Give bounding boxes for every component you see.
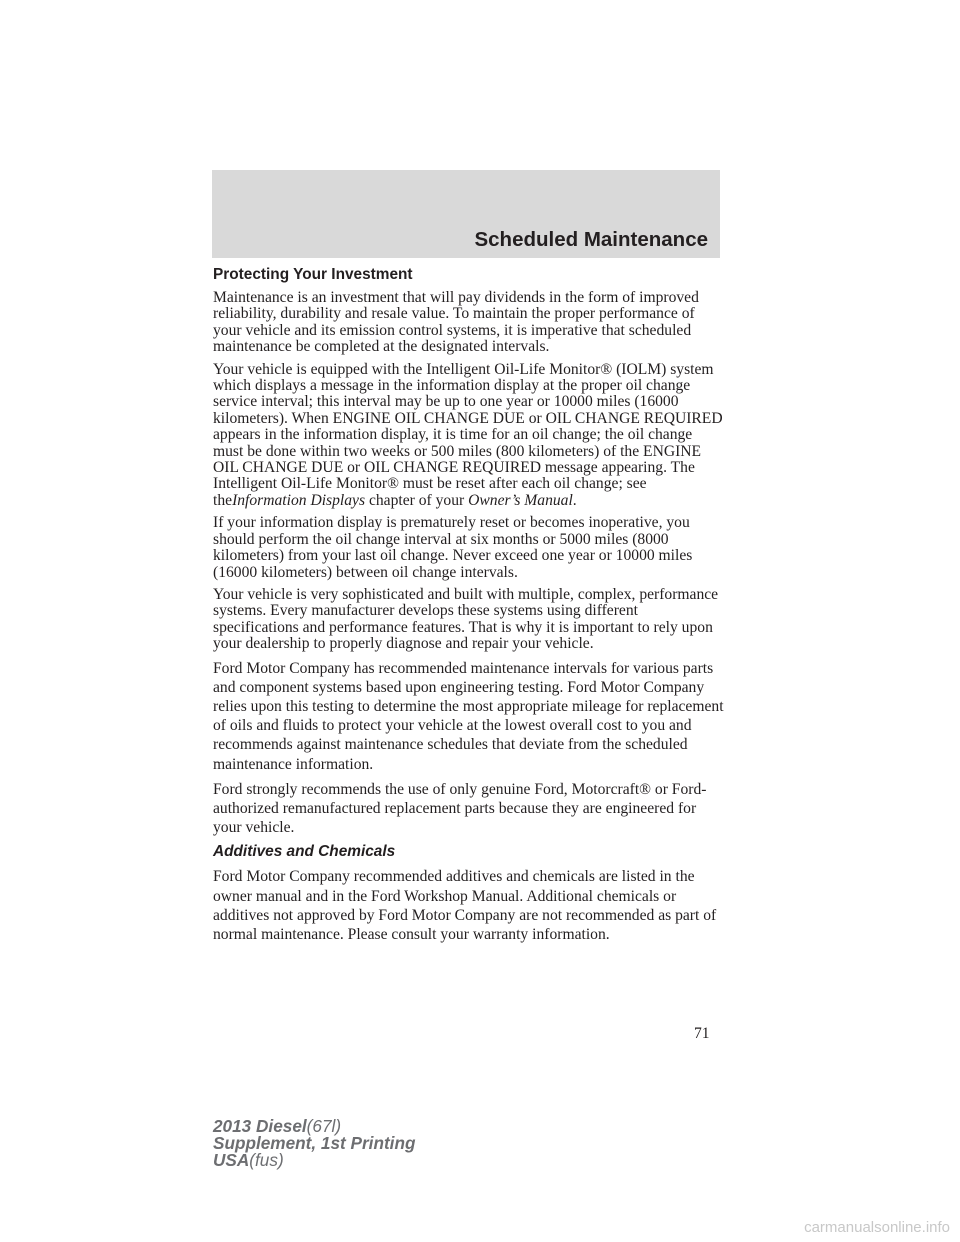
heading-protecting-investment: Protecting Your Investment xyxy=(213,266,413,283)
page-content xyxy=(213,266,725,950)
footer-line-printing: Supplement, 1st Printing xyxy=(213,1133,416,1153)
page-number: 71 xyxy=(694,1025,710,1042)
paragraph-recommended-intervals: Ford Motor Company has recommended maintenance intervals for various parts and component systems based upon engineering testing. Ford Motor Company relies upon this testing to determine the most appropriate mileage for replacement of oils and fluids to protect your vehicle at the lowest overall cost to you and recommends against maintenance schedules that deviate from the scheduled maintenance information. xyxy=(213,659,724,773)
ref-information-displays: Information Displays xyxy=(232,491,366,509)
paragraph-additives: Ford Motor Company recommended additives and chemicals are listed in the owner manual and in the Ford Workshop Manual. Additional chemicals or additives not approved by Ford Motor Company are not recommended as part of normal maintenance. Please consult your warranty information. xyxy=(213,868,717,943)
paragraph-maintenance-investment: Maintenance is an investment that will pay dividends in the form of improved reliability, durability and resale value. To maintain the proper performance of your vehicle and its emission control systems, it is imperative that scheduled maintenance be completed at the designated intervals. xyxy=(213,289,699,356)
watermark: carmanualsonline.info xyxy=(804,1219,950,1236)
section-header-band xyxy=(212,170,720,258)
ref-owners-manual: Owner’s Manual xyxy=(468,491,573,509)
paragraph-reset-display: If your information display is prematurely reset or becomes inoperative, you should perform the oil change interval at six months or 5000 miles (8000 kilometers) from your last oil change. Never exceed one year or 10000 miles (16000 kilometers) between oil change intervals. xyxy=(213,514,693,581)
footer-market: USA xyxy=(213,1150,250,1170)
iolm-text-end: . xyxy=(572,491,577,509)
section-title: Scheduled Maintenance xyxy=(474,228,708,251)
heading-additives-chemicals: Additives and Chemicals xyxy=(213,843,396,861)
print-footer xyxy=(213,1118,415,1169)
paragraph-genuine-parts: Ford strongly recommends the use of only genuine Ford, Motorcraft® or Ford-authorized remanufactured replacement parts because they are engineered for your vehicle. xyxy=(213,780,707,837)
paragraph-iolm xyxy=(213,362,725,510)
iolm-text: Your vehicle is equipped with the Intelligent Oil-Life Monitor® (IOLM) system which displays a message in the information display at the proper oil change service interval; this interval may be up to one year or 10000 miles (16000 kilometers). When ENGINE OIL CHANGE DUE or OIL CHANGE REQUIRED appears in the information display, it is time for an oil change; the oil change must be done within two weeks or 500 miles (800 kilometers) of the ENGINE OIL CHANGE DUE or OIL CHANGE REQUIRED message appearing. The Intelligent Oil-Life Monitor® must be reset after each oil change; see the xyxy=(213,360,723,509)
footer-market-code: (fus) xyxy=(249,1150,284,1170)
footer-model: 2013 Diesel xyxy=(213,1116,307,1136)
paragraph-sophisticated-vehicle: Your vehicle is very sophisticated and built with multiple, complex, performance systems. Every manufacturer develops these systems using different specifications and performance features. That is why it is important to rely upon your dealership to properly diagnose and repair your vehicle. xyxy=(213,585,719,653)
footer-line-market xyxy=(213,1152,415,1169)
footer-model-code: (67l) xyxy=(306,1116,342,1136)
iolm-text-mid: chapter of your xyxy=(365,491,469,509)
